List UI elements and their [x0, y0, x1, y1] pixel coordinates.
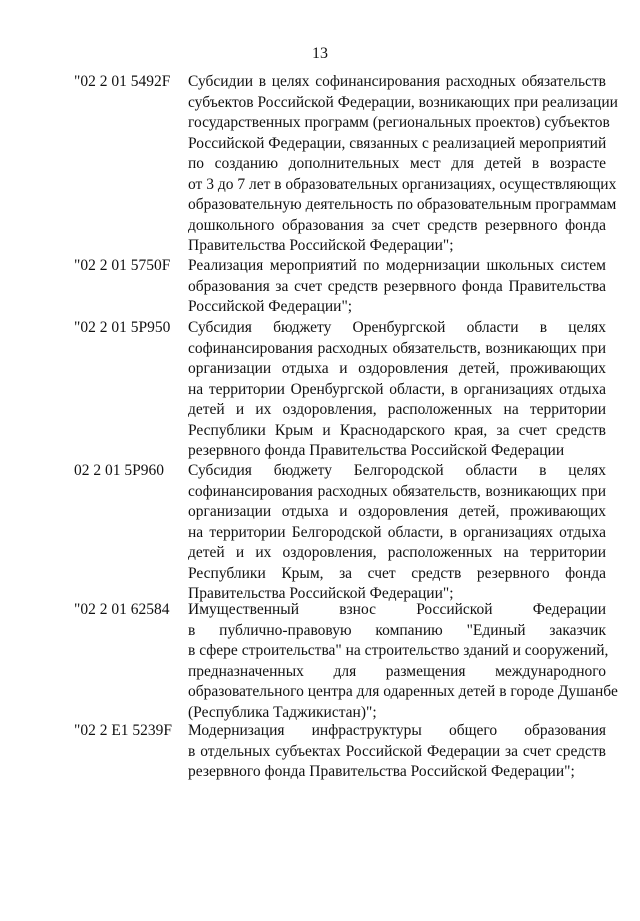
text-line: софинансирования расходных обязательств, возникающих при — [188, 482, 606, 500]
classification-code: "02 2 01 5750F — [74, 257, 171, 274]
text-line: организации отдыха и оздоровления детей, проживающих — [188, 360, 606, 377]
text-line: от 3 до 7 лет в образовательных организациях, осуществляющих — [188, 175, 617, 193]
entry-description — [188, 256, 606, 318]
text-line: Модернизация инфраструктуры общего образования — [188, 722, 606, 739]
classification-code: "02 2 01 5492F — [74, 73, 171, 90]
text-line: Российской Федерации, связанных с реализацией мероприятий — [188, 134, 607, 152]
text-line: Субсидия бюджету Белгородской области в целях — [188, 462, 606, 479]
text-line: предназначенных для размещения международного — [188, 662, 606, 680]
entry-description — [188, 600, 618, 723]
text-line: Российской Федерации"; — [188, 298, 353, 315]
page-number: 13 — [312, 45, 328, 62]
text-line: на территории Оренбургской области, в организациях отдыха — [188, 380, 606, 398]
text-line: Правительства Российской Федерации"; — [188, 237, 454, 254]
text-line: Имущественный взнос Российской Федерации — [188, 601, 606, 618]
text-line: Субсидии в целях софинансирования расходных обязательств — [188, 73, 606, 90]
classification-code: "02 2 01 5P950 — [74, 319, 171, 336]
text-line: детей и их оздоровления, расположенных на территории — [188, 401, 606, 418]
text-line: дошкольного образования за счет средств резервного фонда — [188, 216, 606, 234]
text-line: софинансирования расходных обязательств, возникающих при — [188, 339, 606, 357]
text-line: образовательного центра для одаренных детей в городе Душанбе — [188, 683, 618, 700]
text-line: резервного фонда Правительства Российской Федерации"; — [188, 763, 575, 780]
entry-description — [188, 721, 606, 783]
text-line: по созданию дополнительных мест для детей в возрасте — [188, 155, 606, 172]
text-line: организации отдыха и оздоровления детей, проживающих — [188, 503, 606, 520]
entry-description — [188, 72, 618, 257]
text-line: резервного фонда Правительства Российской Федерации — [188, 442, 565, 459]
text-line: на территории Белгородской области, в организациях отдыха — [188, 523, 606, 541]
text-line: образования за счет средств резервного фонда Правительства — [188, 277, 606, 295]
text-line: государственных программ (региональных проектов) субъектов — [188, 114, 610, 131]
text-line: в публично-правовую компанию "Единый заказчик — [188, 621, 606, 639]
text-line: (Республика Таджикистан)"; — [188, 703, 377, 721]
classification-code: 02 2 01 5P960 — [74, 462, 164, 479]
text-line: Республики Крым и Краснодарского края, за счет средств — [188, 421, 606, 439]
text-line: Республики Крым, за счет средств резервного фонда — [188, 564, 606, 582]
text-line: Реализация мероприятий по модернизации школьных систем — [188, 257, 606, 274]
classification-code: "02 2 E1 5239F — [74, 722, 173, 739]
text-line: Субсидия бюджету Оренбургской области в целях — [188, 319, 606, 336]
entry-description — [188, 461, 606, 605]
text-line: детей и их оздоровления, расположенных на территории — [188, 544, 606, 561]
text-line: в сфере строительства" на строительство зданий и сооружений, — [188, 642, 609, 659]
text-line: Правительства Российской Федерации"; — [188, 585, 454, 602]
entry-description — [188, 318, 606, 462]
text-line: в отдельных субъектах Российской Федерации за счет средств — [188, 742, 606, 760]
text-line: субъектов Российской Федерации, возникающих при реализации — [188, 93, 618, 111]
classification-code: "02 2 01 62584 — [74, 601, 170, 618]
text-line: образовательную деятельность по образовательным программам — [188, 196, 617, 213]
